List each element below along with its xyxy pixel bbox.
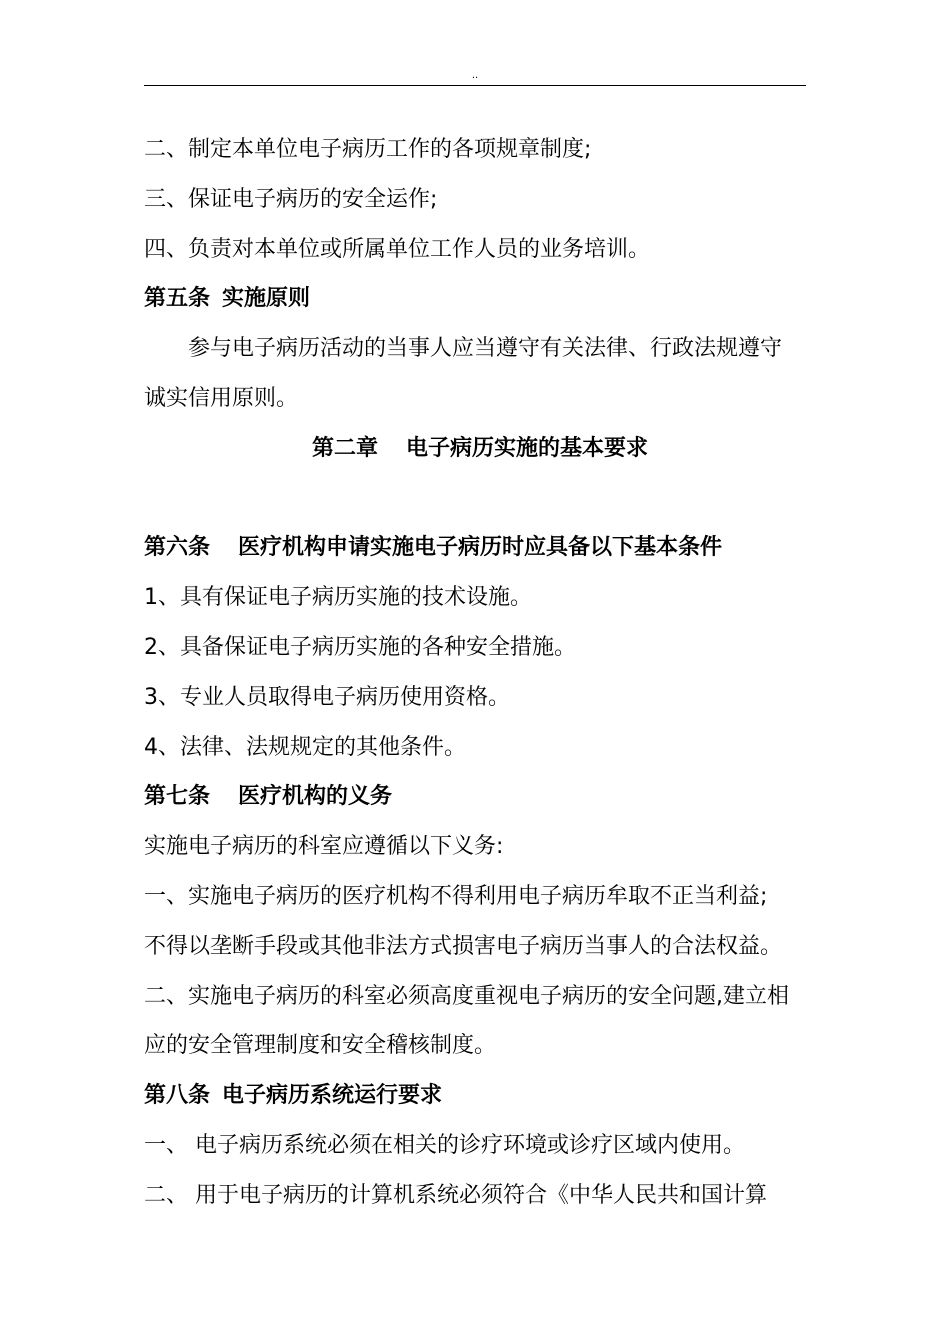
article-heading	[144, 523, 806, 573]
paragraph-line: 四、负责对本单位或所属单位工作人员的业务培训。	[144, 236, 651, 262]
chapter-heading	[144, 424, 806, 474]
list-item: 2、具备保证电子病历实施的各种安全措施。	[144, 634, 576, 660]
article-number: 第八条	[144, 1083, 211, 1109]
article-heading	[144, 1071, 806, 1121]
article-title: 电子病历系统运行要求	[222, 1083, 443, 1109]
article-number: 第七条	[144, 784, 211, 810]
paragraph-line: 不得以垄断手段或其他非法方式损害电子病历当事人的合法权益。	[144, 933, 783, 959]
paragraph-line: 参与电子病历活动的当事人应当遵守有关法律、行政法规遵守	[188, 336, 783, 362]
article-title: 实施原则	[222, 286, 311, 312]
paragraph-line: 实施电子病历的科室应遵循以下义务:	[144, 834, 504, 860]
article-number: 第六条	[144, 535, 211, 561]
article-heading	[144, 274, 806, 324]
chapter-title: 电子病历实施的基本要求	[406, 435, 649, 461]
paragraph-line: 应的安全管理制度和安全稽核制度。	[144, 1033, 497, 1059]
paragraph-line: 二、实施电子病历的科室必须高度重视电子病历的安全问题,建立相	[144, 983, 789, 1009]
list-item: 一、 电子病历系统必须在相关的诊疗环境或诊疗区域内使用。	[144, 1132, 745, 1158]
list-item: 4、法律、法规规定的其他条件。	[144, 734, 466, 760]
article-title: 医疗机构申请实施电子病历时应具备以下基本条件	[238, 535, 723, 561]
article-heading	[144, 772, 806, 822]
chapter-number: 第二章	[311, 435, 378, 461]
list-item: 1、具有保证电子病历实施的技术设施。	[144, 585, 532, 611]
article-title: 医疗机构的义务	[238, 784, 393, 810]
header-divider	[144, 85, 806, 86]
document-body	[144, 125, 806, 1221]
blank-line	[144, 474, 806, 524]
paragraph-line: 诚实信用原则。	[144, 385, 299, 411]
page-header-mark: ..	[471, 70, 479, 81]
list-item: 3、专业人员取得电子病历使用资格。	[144, 684, 510, 710]
article-number: 第五条	[144, 286, 211, 312]
paragraph-line: 二、制定本单位电子病历工作的各项规章制度;	[144, 137, 592, 162]
list-item: 二、 用于电子病历的计算机系统必须符合《中华人民共和国计算	[144, 1182, 767, 1208]
paragraph-line: 一、实施电子病历的医疗机构不得利用电子病历牟取不正当利益;	[144, 883, 768, 909]
paragraph-line: 三、保证电子病历的安全运作;	[144, 186, 438, 212]
